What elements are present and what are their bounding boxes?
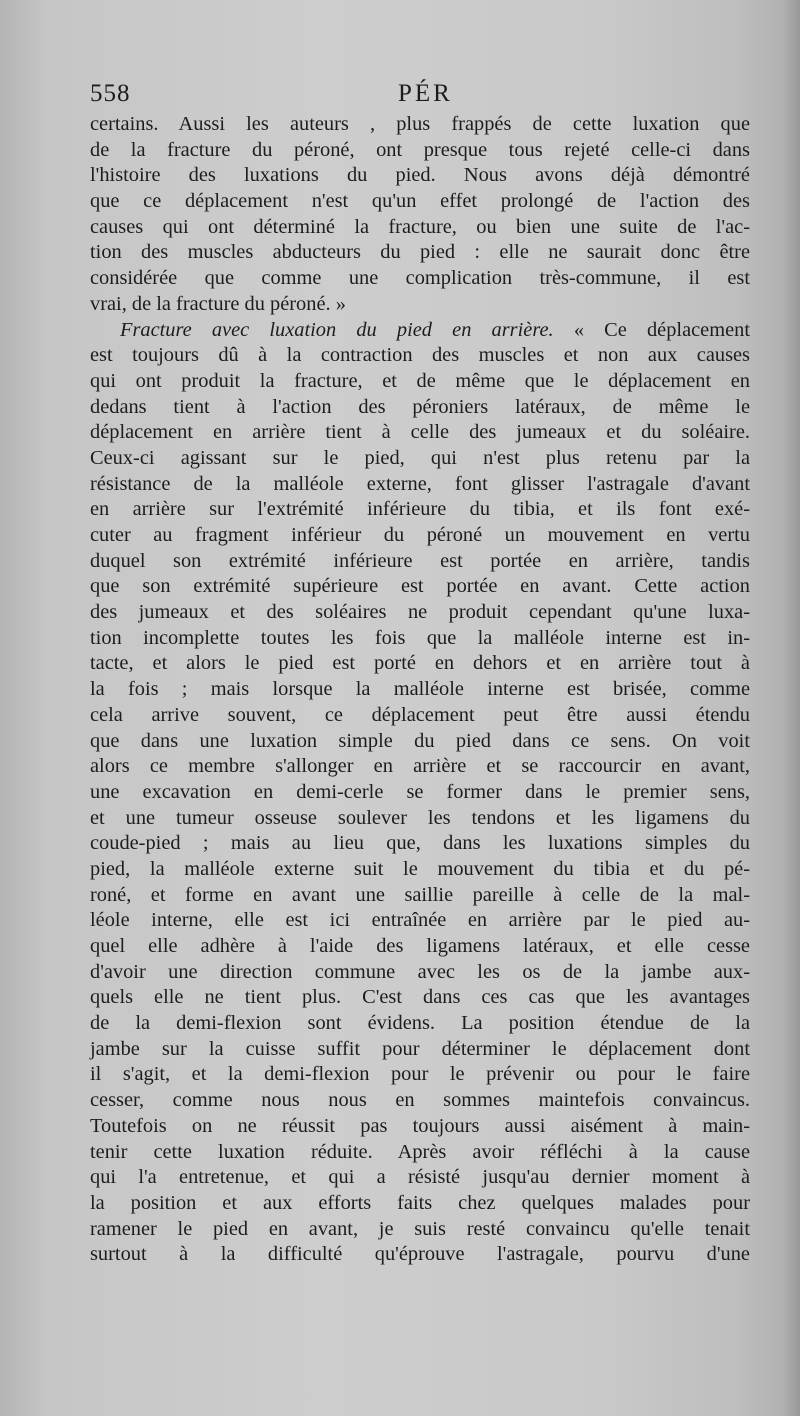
- text-line: tion incomplette toutes les fois que la malléole interne est in-: [90, 626, 750, 649]
- text-line: que ce déplacement n'est qu'un effet prolongé de l'action des: [90, 190, 750, 213]
- text-line: d'avoir une direction commune avec les os de la jambe aux-: [90, 960, 750, 983]
- text-line: qui l'a entretenue, et qui a résisté jusqu'au dernier moment à: [90, 1166, 750, 1189]
- text-line: roné, et forme en avant une saillie pareille à celle de la mal-: [90, 883, 750, 906]
- text-line: et une tumeur osseuse soulever les tendons et les ligamens du: [90, 806, 750, 829]
- text-line: tacte, et alors le pied est porté en dehors et en arrière tout à: [90, 652, 750, 675]
- paragraph-fracture-luxation: [90, 318, 750, 1268]
- text-line: la position et aux efforts faits chez quelques malades pour: [90, 1191, 750, 1214]
- text-line: pied, la malléole externe suit le mouvement du tibia et du pé-: [90, 857, 750, 880]
- text-line: que son extrémité supérieure est portée en avant. Cette action: [90, 575, 750, 598]
- text-line: alors ce membre s'allonger en arrière et se raccourcir en avant,: [90, 755, 750, 778]
- text-line: cuter au fragment inférieur du péroné un mouvement en vertu: [90, 524, 750, 546]
- paragraph-continuation: [90, 112, 750, 318]
- text-line: la fois ; mais lorsque la malléole interne est brisée, comme: [90, 678, 750, 701]
- paragraph-lines: [90, 343, 750, 1268]
- text-line: de la fracture du péroné, ont presque tous rejeté celle-ci dans: [90, 138, 750, 161]
- text-line: coude-pied ; mais au lieu que, dans les luxations simples du: [90, 832, 750, 855]
- text-line: certains. Aussi les auteurs , plus frappés de cette luxation que: [90, 113, 750, 135]
- text-line: de la demi-flexion sont évidens. La position étendue de la: [90, 1012, 750, 1035]
- text-line: quel elle adhère à l'aide des ligamens latéraux, et elle cesse: [90, 935, 750, 957]
- text-line: des jumeaux et des soléaires ne produit cependant qu'une luxa-: [90, 601, 750, 624]
- heading-line-rest: « Ce déplacement: [573, 318, 750, 341]
- text-line: en arrière sur l'extrémité inférieure du tibia, et ils font exé-: [90, 498, 750, 521]
- body-text: [90, 112, 750, 1268]
- text-line: quels elle ne tient plus. C'est dans ces cas que les avantages: [90, 986, 750, 1009]
- page-header: [90, 80, 750, 116]
- text-line: qui ont produit la fracture, et de même que le déplacement en: [90, 369, 750, 392]
- text-line: est toujours dû à la contraction des muscles et non aux causes: [90, 344, 750, 367]
- text-line: considérée que comme une complication très-commune, il est: [90, 267, 750, 290]
- text-line: Ceux-ci agissant sur le pied, qui n'est plus retenu par la: [90, 446, 750, 469]
- text-line: cesser, comme nous nous en sommes maintefois convaincus.: [90, 1089, 750, 1112]
- text-line: il s'agit, et la demi-flexion pour le prévenir ou pour le faire: [90, 1063, 750, 1086]
- text-line: ramener le pied en avant, je suis resté convaincu qu'elle tenait: [90, 1217, 750, 1240]
- text-line: que dans une luxation simple du pied dans ce sens. On voit: [90, 729, 750, 752]
- text-line: léole interne, elle est ici entraînée en arrière par le pied au-: [90, 909, 750, 932]
- text-line: causes qui ont déterminé la fracture, ou bien une suite de l'ac-: [90, 215, 750, 238]
- text-line: jambe sur la cuisse suffit pour déterminer le déplacement dont: [90, 1037, 750, 1060]
- text-line: tion des muscles abducteurs du pied : elle ne saurait donc être: [90, 241, 750, 264]
- text-line: Toutefois on ne réussit pas toujours aussi aisément à main-: [90, 1114, 750, 1137]
- text-line: surtout à la difficulté qu'éprouve l'astragale, pourvu d'une: [90, 1243, 750, 1266]
- text-line: déplacement en arrière tient à celle des jumeaux et du soléaire.: [90, 421, 750, 444]
- text-line: une excavation en demi-cerle se former dans le premier sens,: [90, 780, 750, 803]
- text-line: cela arrive souvent, ce déplacement peut être aussi étendu: [90, 703, 750, 726]
- text-line-first: [90, 318, 750, 344]
- text-line: l'histoire des luxations du pied. Nous avons déjà démontré: [90, 164, 750, 187]
- text-line: vrai, de la fracture du péroné. »: [90, 292, 346, 315]
- running-head: PÉR: [398, 80, 453, 107]
- section-heading: Fracture avec luxation du pied en arrière.: [120, 318, 554, 341]
- text-line: résistance de la malléole externe, font glisser l'astragale d'avant: [90, 472, 750, 495]
- text-line: duquel son extrémité inférieure est portée en arrière, tandis: [90, 549, 750, 572]
- text-line: dedans tient à l'action des péroniers latéraux, de même le: [90, 395, 750, 418]
- page-number: 558: [90, 80, 131, 107]
- text-line: tenir cette luxation réduite. Après avoir réfléchi à la cause: [90, 1140, 750, 1163]
